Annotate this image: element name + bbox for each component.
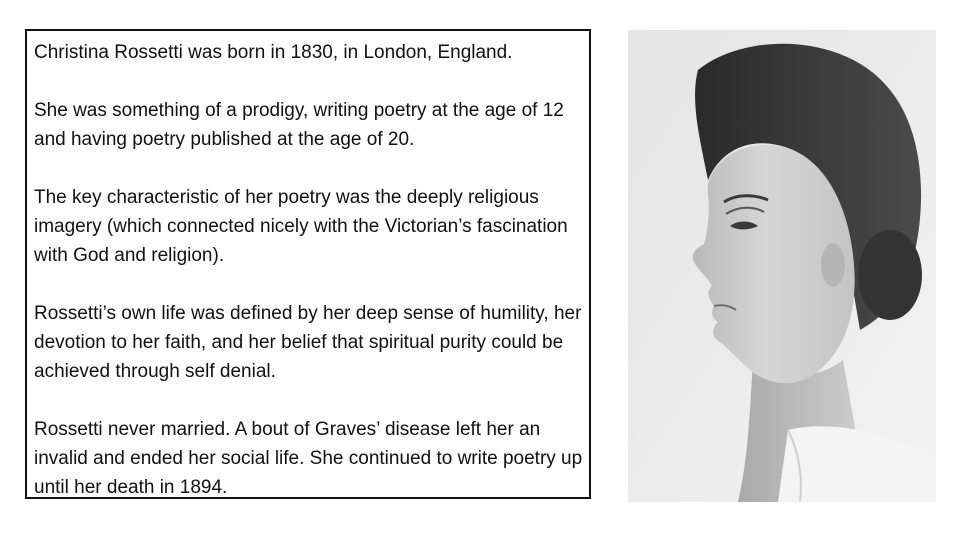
portrait-illustration (628, 30, 936, 502)
paragraph-later-life: Rossetti never married. A bout of Graves’ disease left her an invalid and ended her social life. She continued to write poetry up until her death in 1894. (34, 419, 583, 498)
paragraph-prodigy: She was something of a prodigy, writing poetry at the age of 12 and having poetry published at the age of 20. (34, 100, 564, 150)
paragraph-humility: Rossetti’s own life was defined by her deep sense of humility, her devotion to her faith, and her belief that spiritual purity could be achieved through self denial. (34, 303, 582, 382)
portrait-photo (628, 30, 936, 502)
paragraph-birth: Christina Rossetti was born in 1830, in London, England. (34, 42, 513, 63)
biography-text-box (25, 29, 591, 499)
paragraph-religious-imagery: The key characteristic of her poetry was the deeply religious imagery (which connected nicely with the Victorian’s fascination with God and religion). (34, 187, 568, 266)
